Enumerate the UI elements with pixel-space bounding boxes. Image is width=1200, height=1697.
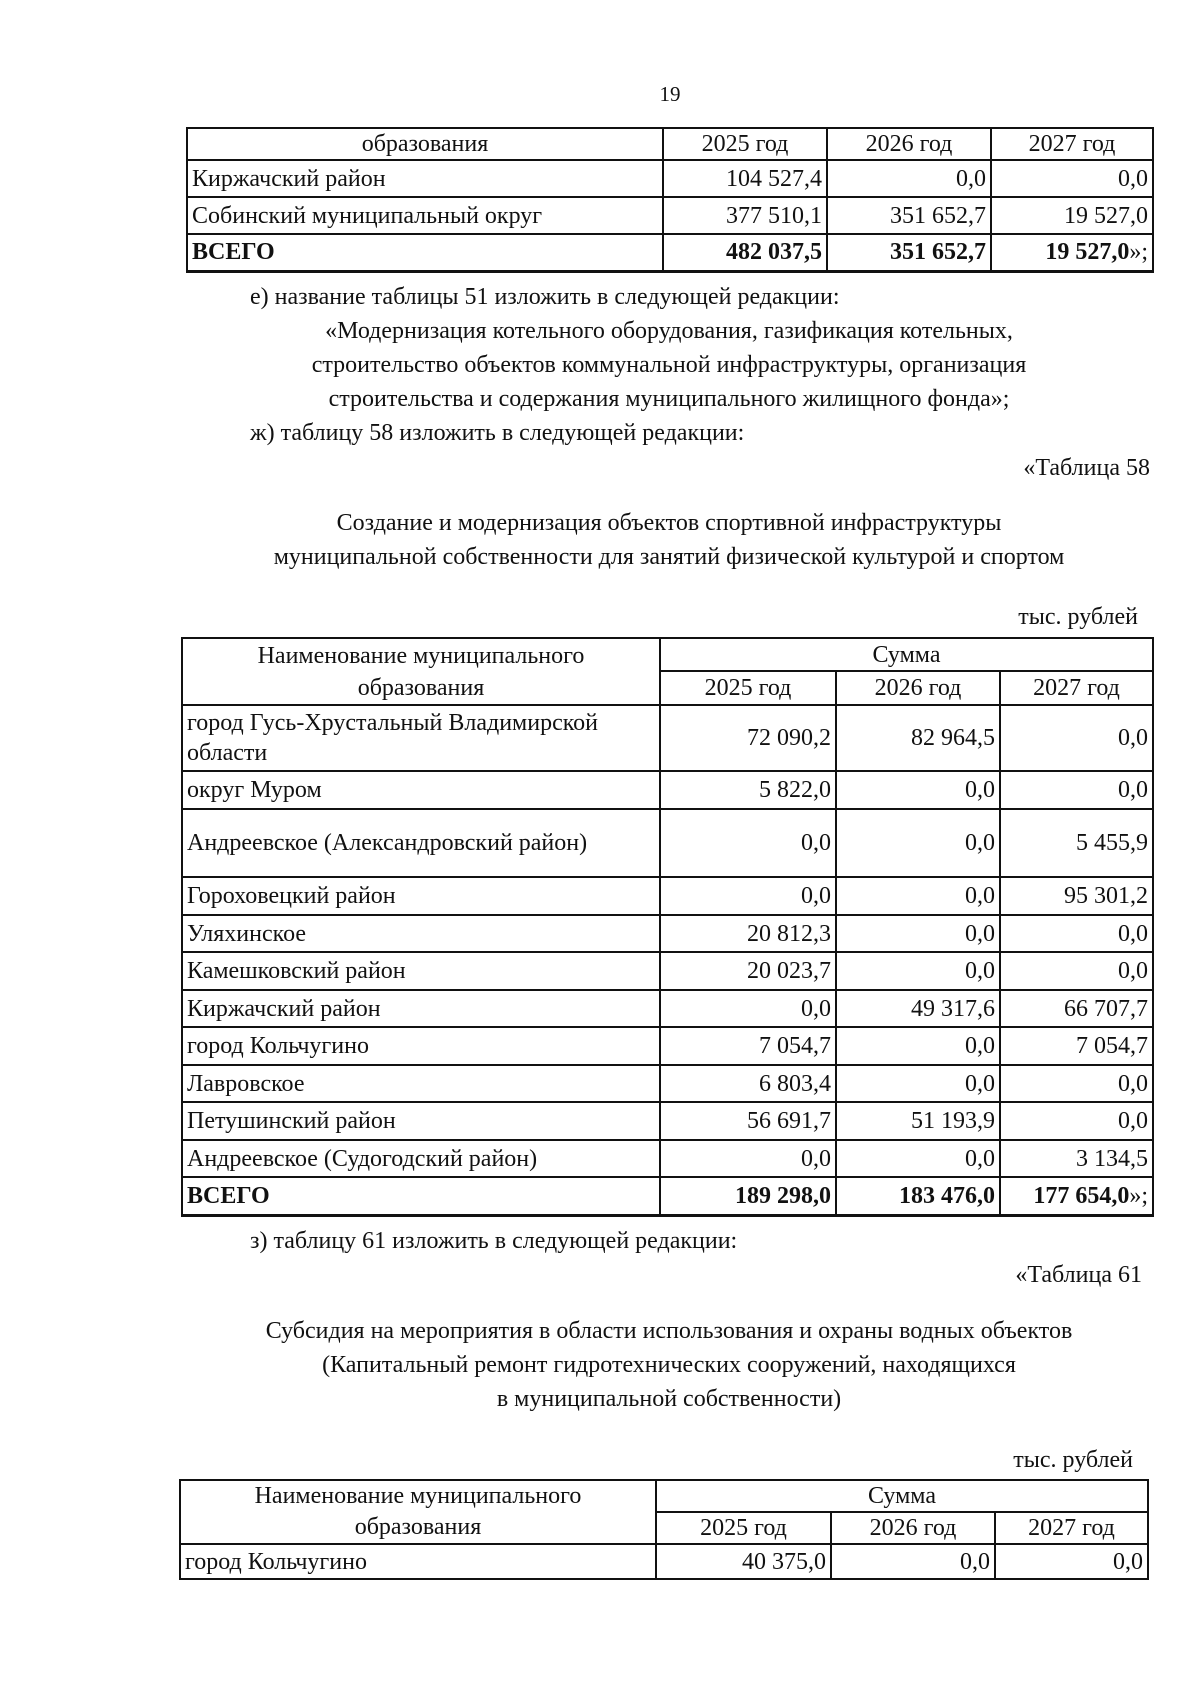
column-header-sum: Сумма — [660, 638, 1153, 671]
unit-label-61: тыс. рублей — [1013, 1447, 1133, 1473]
table58-label: «Таблица 58 — [1023, 455, 1150, 481]
table-row — [187, 128, 1153, 160]
cell-2026: 0,0 — [836, 1140, 1000, 1177]
row-name: Гороховецкий район — [182, 877, 660, 915]
cell-2026: 0,0 — [836, 915, 1000, 952]
item-zh-text: ж) таблицу 58 изложить в следующей редакции: — [250, 420, 745, 446]
cell-2025: 40 375,0 — [656, 1544, 831, 1579]
cell-2026: 49 317,6 — [836, 990, 1000, 1027]
table-58 — [181, 637, 1154, 1217]
table61-title-line1: Субсидия на мероприятия в области использования и охраны водных объектов — [265, 1318, 1073, 1344]
total-row — [182, 1177, 1153, 1215]
cell-2026: 0,0 — [836, 877, 1000, 915]
cell-2027: 0,0 — [991, 160, 1153, 197]
cell-2026: 0,0 — [836, 771, 1000, 809]
cell-2026: 0,0 — [827, 160, 991, 197]
row-name: город Кольчугино — [180, 1544, 656, 1579]
cell-2025: 0,0 — [660, 809, 836, 877]
total-2026: 183 476,0 — [836, 1177, 1000, 1215]
table61-title-line2: (Капитальный ремонт гидротехнических сооружений, находящихся — [322, 1352, 1016, 1378]
cell-2025: 7 054,7 — [660, 1027, 836, 1065]
cell-2027: 66 707,7 — [1000, 990, 1153, 1027]
total-2025: 189 298,0 — [660, 1177, 836, 1215]
cell-2025: 72 090,2 — [660, 705, 836, 771]
column-header-2027: 2027 год — [1000, 671, 1153, 705]
column-header-2025: 2025 год — [660, 671, 836, 705]
total-2027-value: 19 527,0 — [1045, 239, 1130, 266]
row-name: Уляхинское — [182, 915, 660, 952]
cell-2026: 0,0 — [836, 952, 1000, 990]
table-row — [187, 160, 1153, 197]
column-header-name — [180, 1480, 656, 1544]
cell-2027: 0,0 — [1000, 952, 1153, 990]
table58-title-line1: Создание и модернизация объектов спортивной инфраструктуры — [336, 510, 1002, 536]
table-61 — [179, 1479, 1149, 1580]
header-name-line2: образования — [354, 1514, 482, 1540]
column-header-2025: 2025 год — [663, 128, 827, 160]
column-header-2026: 2026 год — [827, 128, 991, 160]
cell-2027: 19 527,0 — [991, 197, 1153, 234]
row-name: Киржачский район — [187, 160, 663, 197]
cell-2027: 3 134,5 — [1000, 1140, 1153, 1177]
table51-title-line1: «Модернизация котельного оборудования, газификация котельных, — [325, 318, 1013, 344]
row-name: Лавровское — [182, 1065, 660, 1102]
table58-title-line2: муниципальной собственности для занятий физической культурой и спортом — [273, 544, 1065, 570]
cell-2026: 0,0 — [836, 1027, 1000, 1065]
row-name: Петушинский район — [182, 1102, 660, 1140]
column-header-2026: 2026 год — [836, 671, 1000, 705]
cell-2027: 0,0 — [1000, 915, 1153, 952]
table-row — [182, 1065, 1153, 1102]
cell-2025: 104 527,4 — [663, 160, 827, 197]
table-row — [182, 771, 1153, 809]
total-2026: 351 652,7 — [827, 234, 991, 271]
table61-label: «Таблица 61 — [1015, 1262, 1142, 1288]
table-row — [182, 1027, 1153, 1065]
row-name: город Кольчугино — [182, 1027, 660, 1065]
total-2027 — [991, 234, 1153, 271]
table-prev-continuation — [186, 127, 1154, 273]
cell-2026: 351 652,7 — [827, 197, 991, 234]
cell-2025: 20 023,7 — [660, 952, 836, 990]
cell-2027: 0,0 — [1000, 1102, 1153, 1140]
header-name-line2: образования — [357, 674, 485, 701]
table-row — [182, 952, 1153, 990]
cell-2025: 0,0 — [660, 990, 836, 1027]
cell-2025: 377 510,1 — [663, 197, 827, 234]
closing-quote: »; — [1129, 239, 1148, 266]
closing-quote: »; — [1129, 1182, 1149, 1209]
total-row — [187, 234, 1153, 271]
cell-2025: 0,0 — [660, 1140, 836, 1177]
cell-2026: 51 193,9 — [836, 1102, 1000, 1140]
table-row — [182, 990, 1153, 1027]
table-row — [182, 1140, 1153, 1177]
table-row — [182, 1102, 1153, 1140]
column-header-2025: 2025 год — [656, 1512, 831, 1544]
header-name-line1: Наименование муниципального — [254, 1483, 582, 1509]
header-name-line1: Наименование муниципального — [257, 642, 585, 669]
row-name: Камешковский район — [182, 952, 660, 990]
column-header-2027: 2027 год — [995, 1512, 1148, 1544]
table-header-row — [180, 1480, 1148, 1512]
total-2027 — [1000, 1177, 1153, 1215]
cell-2025: 5 822,0 — [660, 771, 836, 809]
row-name: город Гусь-Хрустальный Владимирской области — [182, 705, 660, 771]
cell-2026: 0,0 — [836, 1065, 1000, 1102]
cell-2025: 6 803,4 — [660, 1065, 836, 1102]
table-row — [182, 877, 1153, 915]
column-header-sum: Сумма — [656, 1480, 1148, 1512]
table61-title-line3: в муниципальной собственности) — [496, 1386, 842, 1412]
table-row — [180, 1544, 1148, 1579]
total-2025: 482 037,5 — [663, 234, 827, 271]
total-label: ВСЕГО — [187, 234, 663, 271]
total-label: ВСЕГО — [182, 1177, 660, 1215]
row-name: Киржачский район — [182, 990, 660, 1027]
cell-2025: 56 691,7 — [660, 1102, 836, 1140]
column-header-2027: 2027 год — [991, 128, 1153, 160]
row-name: округ Муром — [182, 771, 660, 809]
cell-2027: 0,0 — [995, 1544, 1148, 1579]
row-name: Андреевское (Судогодский район) — [182, 1140, 660, 1177]
column-header-2026: 2026 год — [831, 1512, 995, 1544]
cell-2027: 7 054,7 — [1000, 1027, 1153, 1065]
column-header-name — [182, 638, 660, 705]
cell-2027: 0,0 — [1000, 771, 1153, 809]
cell-2027: 5 455,9 — [1000, 809, 1153, 877]
table51-title-line3: строительства и содержания муниципального жилищного фонда»; — [328, 386, 1010, 412]
column-header-name: образования — [187, 128, 663, 160]
cell-2025: 0,0 — [660, 877, 836, 915]
cell-2025: 20 812,3 — [660, 915, 836, 952]
cell-2027: 0,0 — [1000, 1065, 1153, 1102]
table51-title-line2: строительство объектов коммунальной инфраструктуры, организация — [311, 352, 1027, 378]
row-name: Собинский муниципальный округ — [187, 197, 663, 234]
table-header-row — [182, 638, 1153, 671]
total-2027-value: 177 654,0 — [1033, 1182, 1130, 1209]
cell-2026: 0,0 — [836, 809, 1000, 877]
table-row — [182, 915, 1153, 952]
unit-label-58: тыс. рублей — [1018, 604, 1138, 630]
item-e-text: е) название таблицы 51 изложить в следующей редакции: — [250, 284, 840, 310]
cell-2026: 82 964,5 — [836, 705, 1000, 771]
table-row — [182, 809, 1153, 877]
row-name: Андреевское (Александровский район) — [182, 809, 660, 877]
cell-2027: 0,0 — [1000, 705, 1153, 771]
cell-2026: 0,0 — [831, 1544, 995, 1579]
page-number: 19 — [659, 82, 681, 106]
item-z-text: з) таблицу 61 изложить в следующей редакции: — [250, 1228, 738, 1254]
cell-2027: 95 301,2 — [1000, 877, 1153, 915]
table-row — [182, 705, 1153, 771]
table-row — [187, 197, 1153, 234]
